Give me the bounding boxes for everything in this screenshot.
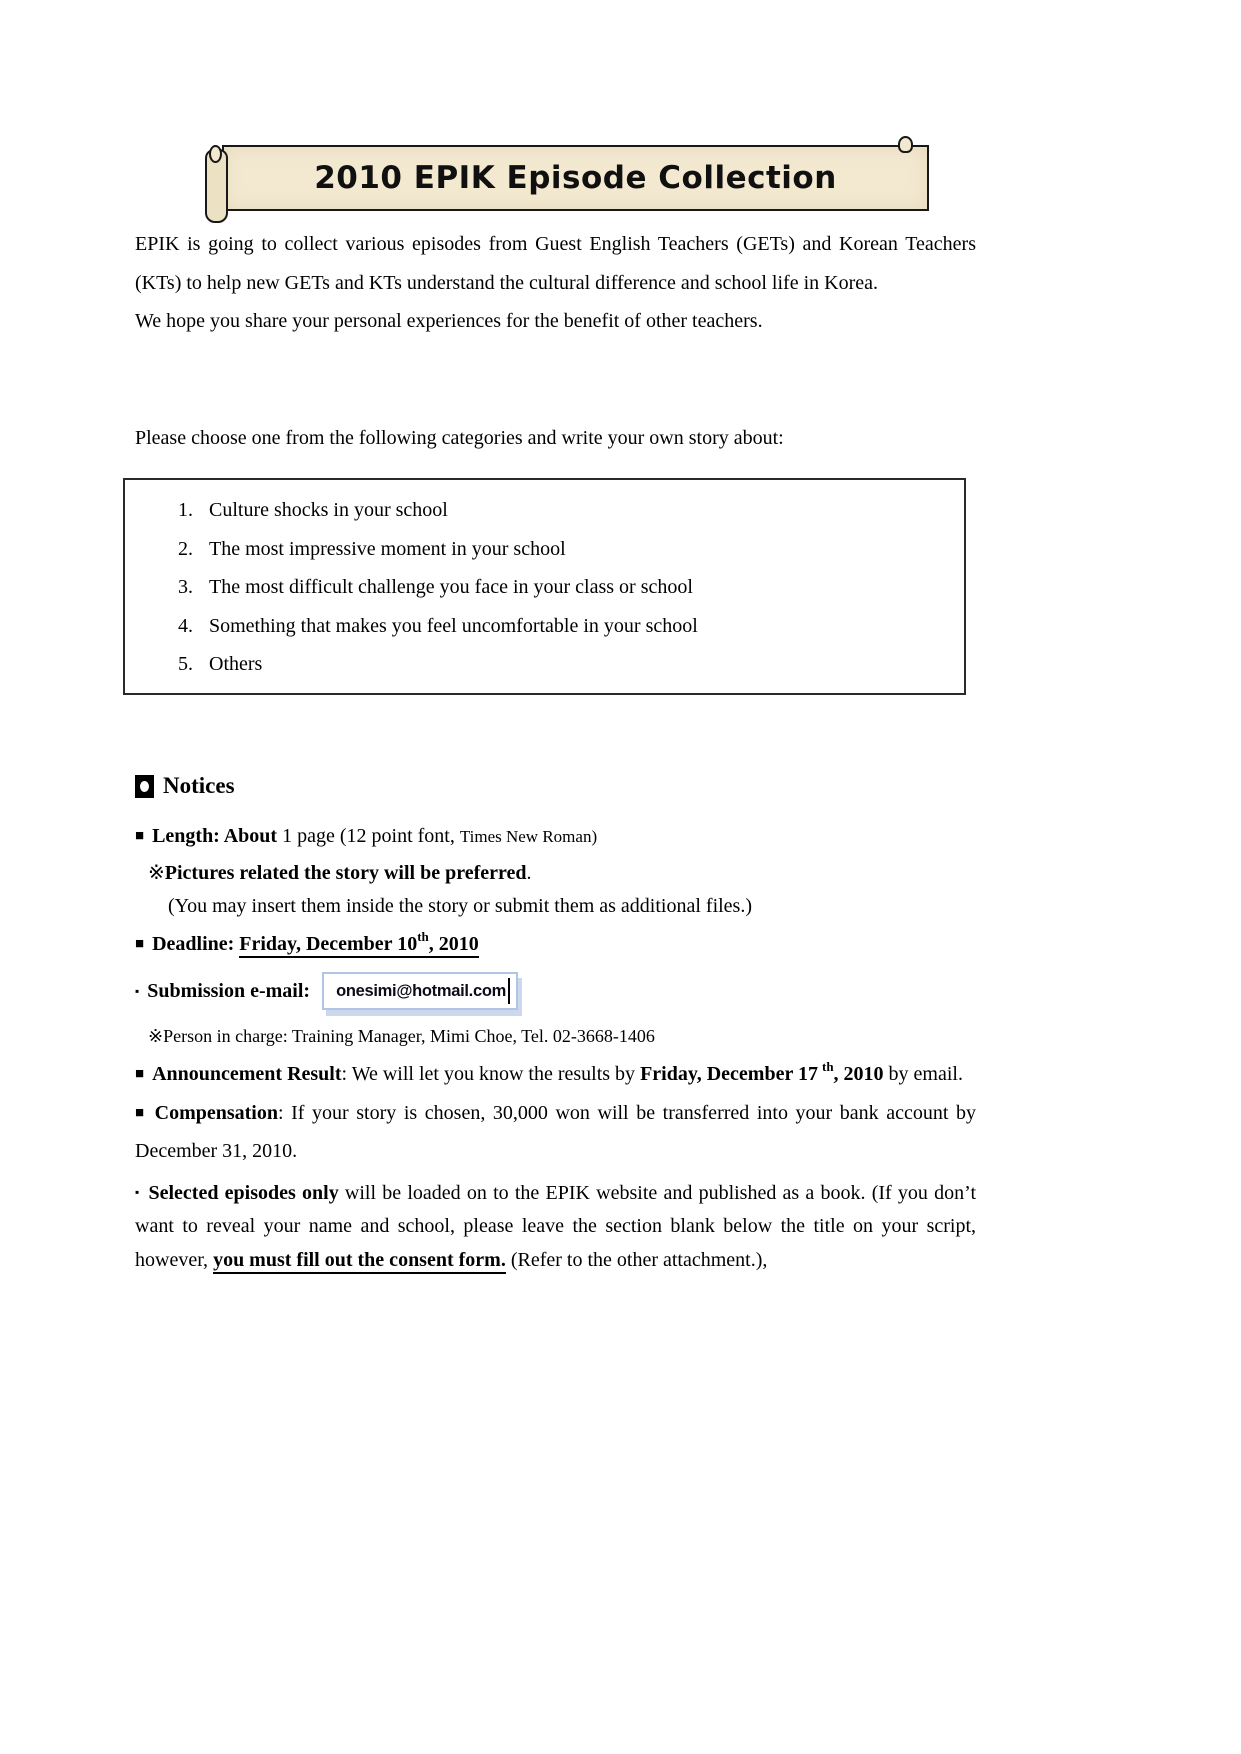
category-label: Others — [209, 653, 263, 676]
title-banner — [205, 143, 927, 223]
deadline-date-ordinal: th — [417, 929, 429, 944]
pictures-tail: . — [526, 862, 532, 884]
notice-person-in-charge — [148, 1017, 976, 1055]
notice-pictures — [148, 856, 976, 890]
length-label: Length: About — [152, 825, 278, 847]
announcement-mid: : We will let you know the results by — [341, 1063, 641, 1085]
banner-curl-left-icon — [209, 145, 222, 163]
category-number: 1. — [178, 499, 193, 521]
category-number: 3. — [178, 576, 193, 599]
page-title: 2010 EPIK Episode Collection — [314, 160, 837, 196]
announcement-label: Announcement Result — [152, 1063, 342, 1085]
category-label: Something that makes you feel uncomfortable in your school — [209, 614, 698, 637]
deadline-date: Friday, December 10th, 2010 — [239, 933, 478, 958]
notice-pictures-sub: (You may insert them inside the story or submit them as additional files.) — [168, 895, 753, 917]
submission-email-input[interactable] — [322, 972, 518, 1010]
category-number: 4. — [178, 614, 193, 637]
category-label: The most impressive moment in your school — [209, 537, 566, 560]
length-value: 1 page (12 point font, — [277, 825, 460, 847]
intro-section — [135, 225, 976, 341]
deadline-label: Deadline: — [152, 933, 240, 955]
reference-mark: ※ — [148, 1026, 164, 1046]
announcement-date-ordinal: th — [821, 1059, 834, 1074]
small-square-bullet-icon: ▪ — [135, 984, 140, 998]
notices-heading — [135, 768, 976, 804]
notices-section — [135, 768, 976, 1277]
selected-mid2: (Refer to the other attachment.), — [505, 1248, 768, 1271]
announcement-tail: by email. — [883, 1063, 963, 1085]
compensation-text: : If your story is chosen, 30,000 won will be transferred into your bank account by December 31, 2010. — [135, 1101, 976, 1163]
notice-submission — [135, 967, 976, 1015]
reference-mark: ※ — [148, 862, 165, 884]
inverse-bullet-icon — [135, 775, 154, 798]
category-number: 5. — [178, 653, 193, 676]
person-text: Person in charge: Training Manager, Mimi Choe, Tel. 02-3668-1406 — [163, 1026, 655, 1046]
category-label: Culture shocks in your school — [209, 499, 448, 521]
notice-selected-episodes — [135, 1176, 976, 1278]
category-item — [125, 530, 964, 569]
banner-panel — [222, 145, 929, 211]
notice-deadline — [135, 924, 976, 964]
category-prompt: Please choose one from the following categories and write your own story about: — [135, 427, 784, 449]
notice-announcement — [135, 1055, 976, 1094]
intro-paragraph-2: We hope you share your personal experiences for the benefit of other teachers. — [135, 310, 763, 333]
compensation-label: Compensation — [154, 1101, 278, 1124]
category-item — [125, 491, 964, 530]
square-bullet-icon: ■ — [135, 828, 145, 844]
banner-curl-right-icon — [898, 136, 913, 153]
notice-length — [135, 817, 976, 856]
category-number: 2. — [178, 537, 193, 560]
intro-paragraph: EPIK is going to collect various episodes from Guest English Teachers (GETs) and Korean Teachers (KTs) to help new GETs and KTs understand the cultural difference and school life in Korea. — [135, 233, 976, 294]
selected-mid1: will be loaded on to the EPIK website and published as a book. (If you don’t want to reveal your name and school, please leave the section blank below the title on your script, however, — [135, 1181, 977, 1271]
pictures-bold-text: Pictures related the story will be preferred — [164, 862, 527, 884]
text-cursor — [508, 978, 510, 1004]
small-square-bullet-icon: ▪ — [135, 1184, 141, 1199]
submission-label: Submission e-mail: — [147, 980, 311, 1002]
category-item — [125, 568, 964, 607]
consent-form-emphasis: you must fill out the consent form. — [213, 1249, 506, 1274]
square-bullet-icon: ■ — [135, 936, 145, 952]
notices-heading-label: Notices — [163, 773, 235, 798]
category-label: The most difficult challenge you face in your class or school — [209, 576, 693, 599]
category-item — [125, 645, 964, 684]
submission-email-value: onesimi@hotmail.com — [336, 982, 506, 1000]
categories-box — [123, 478, 966, 695]
notice-compensation — [135, 1094, 976, 1171]
announcement-date: Friday, December 17 $^{th}$, 2010 — [640, 1059, 884, 1085]
square-bullet-icon: ■ — [135, 1066, 145, 1082]
category-item — [125, 607, 964, 646]
selected-bold-lead: Selected episodes only — [148, 1181, 339, 1204]
length-font-note: Times New Roman) — [459, 827, 598, 846]
square-bullet-icon: ■ — [135, 1104, 147, 1121]
